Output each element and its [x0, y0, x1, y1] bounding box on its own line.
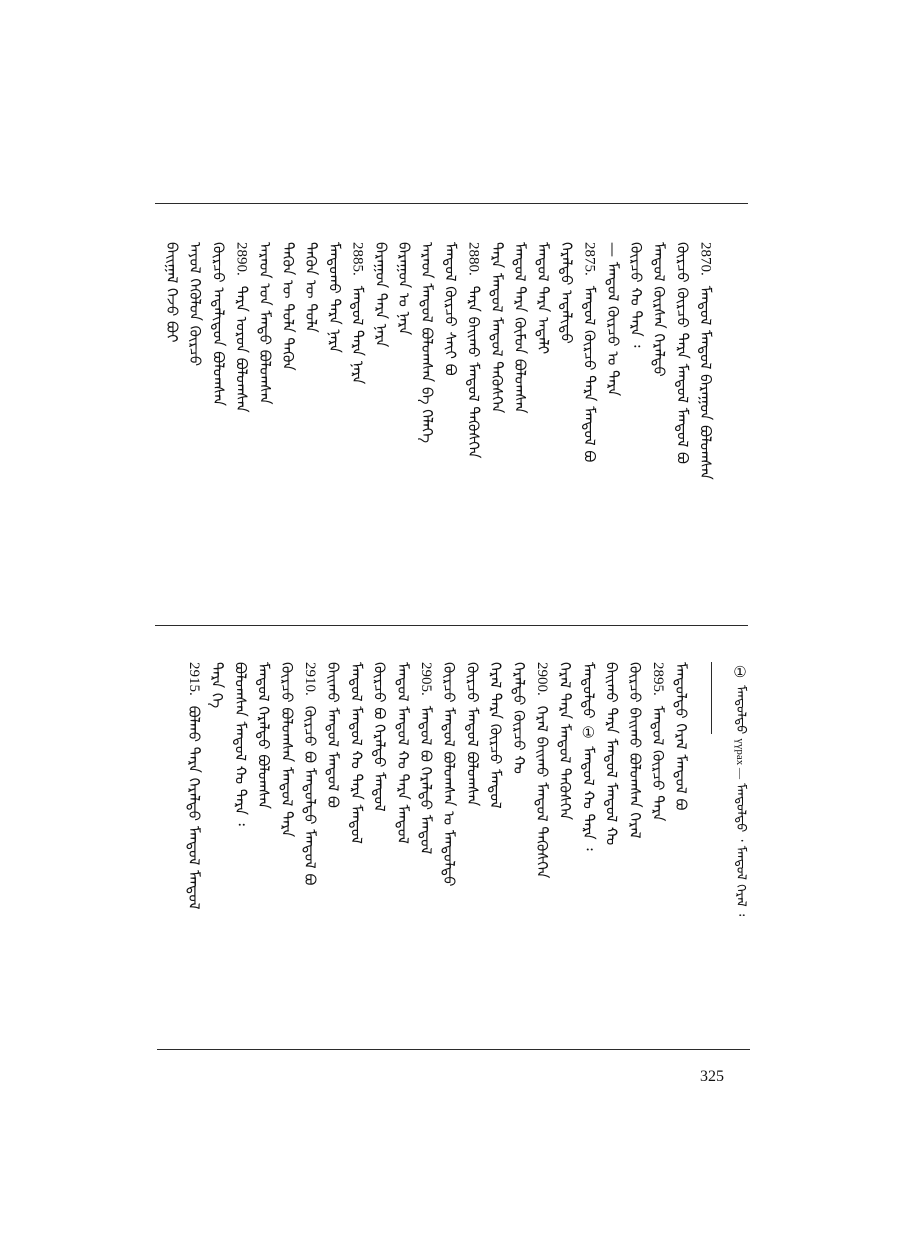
- footnote-word: ᠮᠠᠨᠳᠤᠯᠲᠤ: [733, 685, 748, 735]
- verse-column: [578, 242, 602, 462]
- verse-column: [554, 242, 578, 344]
- verse-column: [600, 662, 624, 845]
- verse-column: [553, 662, 577, 820]
- verse-column: [321, 662, 345, 808]
- verse-text: ᠭᠡᠷᠡᠯ ᠲᠡᠷᠡ ᠮᠠᠨᠳᠤᠯ ᠲᠡᠭᠦᠰᠬᠡᠨ: [556, 662, 575, 820]
- verse-text: ᠭᠡᠷᠡᠯᠲᠦ ᠬᠦᠷᠴᠦ ᠬᠤ: [509, 662, 528, 774]
- verse-column: [647, 242, 671, 377]
- verse-text: ᠬᠦᠷᠴᠦ ᠬᠦᠷᠴᠦ ᠲᠡᠷᠡ ᠮᠠᠨᠳᠤᠯ ᠮᠠᠨᠳᠤᠯ ᠪᠤ: [673, 242, 692, 464]
- verse-text: ᠮᠠᠨᠳᠤᠯ ᠭᠡᠷᠡᠯᠲᠦ ᠪᠣᠯᠤᠭᠰᠠᠨ: [254, 662, 273, 810]
- verse-column: [670, 242, 694, 464]
- verse-column: [694, 242, 718, 480]
- verse-text: ᠠᠶᠤᠯ ᠬᠡᠭᠦᠯᠦᠨ ᠬᠦᠷᠴᠦ: [186, 242, 205, 367]
- verse-text: ᠬᠦᠷᠴᠦ ᠮᠠᠨᠳᠤᠯ ᠪᠣᠯᠤᠭᠰᠠᠨ: [463, 662, 482, 807]
- line-number: 2885.: [349, 242, 366, 276]
- verse-text: ᠲᠡᠷᠡ ᠪᠠᠢ᠌ᠬᠤ ᠮᠠᠨᠳᠤᠯ ᠲᠡᠭᠦᠰᠬᠡᠨ: [464, 285, 483, 459]
- verse-column: [415, 242, 439, 443]
- verse-text: ᠲᠡᠷᠡ ᠣᠷᠣᠨ ᠪᠣᠯᠤᠭᠰᠠᠨ: [232, 285, 251, 413]
- verse-text: ᠮᠠᠨᠳᠤᠯ ᠲᠡᠷᠡ ᠠᠳᠠᠯᠢ: [534, 242, 553, 355]
- verse-text: ᠮᠠᠨᠳᠤᠯ ᠮᠠᠨᠳᠤᠯ ᠬᠤ ᠲᠡᠷᠡ ᠮᠠᠨᠳᠤᠯ: [347, 662, 366, 844]
- line-number: 2870.: [697, 242, 714, 276]
- verse-text: ᠬᠦᠷᠴᠦ ᠪᠣᠯᠤᠭᠰᠠᠨ ᠮᠠᠨᠳᠤᠯ ᠲᠡᠷᠡ: [277, 662, 296, 838]
- verse-column: [344, 662, 368, 844]
- line-number: 2900.: [534, 662, 550, 696]
- page-number: 325: [700, 1068, 724, 1085]
- verse-text: ᠮᠠᠨᠳᠤᠬᠤ ᠲᠡᠷᠡ ᠨᠠᠷᠠ: [325, 242, 344, 353]
- verse-column: [160, 242, 184, 343]
- verse-text: ᠬᠦᠷᠴᠦ ᠪᠤ ᠮᠠᠨᠳᠤᠯᠲᠤ ᠮᠠᠨᠳᠤᠯ ᠪᠤ: [301, 705, 319, 886]
- verse-text: ᠬᠦᠷᠴᠦ ᠪᠠᠢ᠌ᠬᠤ ᠪᠣᠯᠤᠭᠰᠠᠨ ᠭᠡᠷᠡᠯ: [625, 662, 644, 839]
- verse-column: [438, 242, 462, 376]
- verse-text: ᠬᠦᠷᠴᠦ ᠮᠠᠨᠳᠤᠯ ᠪᠣᠯᠤᠭᠰᠠᠨ ᠤ ᠮᠠᠨᠳᠤᠯᠲᠤ: [440, 662, 459, 887]
- verse-text: ᠪᠣᠯᠬᠤ ᠲᠡᠷᠡ ᠭᠡᠷᠡᠯᠲᠦ ᠮᠠᠨᠳᠤᠯ ᠮᠠᠨᠳᠤᠯ: [185, 705, 203, 910]
- verse-text: ᠲᠡᠷᠡ ᠭᠡ: [208, 662, 227, 709]
- verse-column: [507, 662, 531, 774]
- verse-text: ᠪᠠᠷᠠᠭᠤᠨ ᠲᠡᠷᠡ ᠨᠠᠷᠠ: [371, 242, 390, 348]
- footnote: [726, 663, 754, 916]
- verse-column: [322, 242, 346, 353]
- verse-column: [392, 242, 416, 335]
- verse-column: [206, 242, 230, 406]
- verse-column: [623, 662, 647, 839]
- verse-column: [437, 662, 461, 886]
- verse-column: [275, 662, 299, 837]
- verse-column: [253, 242, 277, 405]
- verse-column: [601, 242, 625, 396]
- verse-column: [414, 662, 438, 854]
- verse-column: [228, 662, 252, 826]
- bottom-rule: [157, 1049, 750, 1050]
- verse-column: [460, 662, 484, 806]
- verse-column: [531, 242, 555, 354]
- verse-column: [624, 242, 648, 348]
- verse-column: [299, 242, 323, 333]
- verse-text: ᠮᠠᠨᠳᠤᠯ ᠮᠠᠨᠳᠤᠯ ᠬᠤ ᠲᠡᠷᠡ ᠮᠠᠨᠳᠤᠯ: [393, 662, 412, 844]
- verse-text: ᠬᠦᠷᠴᠦ ᠪᠤ ᠭᠡᠷᠡᠯᠲᠦ ᠮᠠᠨᠳᠤᠯ: [370, 662, 389, 812]
- verse-text: — ᠮᠠᠨᠳᠤᠯ ᠬᠦᠷᠴᠦ ᠤ ᠲᠡᠷᠡ: [603, 242, 622, 397]
- verse-text: ᠪᠣᠯᠤᠭᠰᠠᠨ ᠮᠠᠨᠳᠤᠯ ᠬᠤ ᠲᠡᠷᠡ ᠄: [231, 662, 250, 826]
- verse-text: ᠲᠡᠭᠦᠨ ᠦ ᠲᠤᠯᠠ: [302, 242, 321, 333]
- verse-text: ᠮᠠᠨᠳᠤᠯ ᠬᠦᠷᠴᠦ ᠰᠠᠶ᠋ᠢ ᠪᠤ: [441, 242, 460, 376]
- verse-column: [530, 662, 554, 878]
- line-number: 2910.: [302, 662, 318, 696]
- verse-column: [485, 242, 509, 413]
- verse-text: ᠬᠦᠷᠴᠦ ᠠᠳᠠᠯᠢᠳᠤᠨ ᠪᠣᠯᠤᠭᠰᠠᠨ: [209, 242, 228, 406]
- verse-column: [368, 662, 392, 812]
- line-number: 2890.: [233, 242, 250, 276]
- verse-text: ᠮᠠᠨᠳᠤᠯ ᠲᠡᠷᠡ ᠨᠠᠷᠠ: [348, 285, 367, 385]
- footnote-gloss: ᠮᠠᠨᠳᠤᠯᠲᠤ ᠂ ᠮᠠᠨᠳᠤᠯ ᠭᠡᠷᠡᠯ ᠄: [733, 783, 748, 917]
- verse-column: [183, 242, 207, 366]
- verse-text: ᠭᠡᠷᠡᠯ ᠲᠡᠷᠡ ᠬᠦᠷᠴᠦ ᠮᠠᠨᠳᠤᠯ: [486, 662, 505, 809]
- line-number: 2880.: [465, 242, 482, 276]
- verse-text: ᠠᠷᠠᠳ ᠤᠨ ᠮᠡᠨᠳᠦ ᠪᠣᠯᠤᠭᠰᠠᠨ: [255, 242, 274, 405]
- verse-text: ᠪᠠᠷᠠᠭᠤᠨ ᠤ ᠨᠠᠷᠠ: [395, 242, 413, 336]
- verse-column: [252, 662, 276, 809]
- verse-text: ᠲᠡᠷᠡ ᠮᠠᠨᠳᠤᠯ ᠮᠠᠨᠳᠤᠯ ᠲᠡᠭᠦᠰᠬᠡᠨ: [487, 242, 506, 414]
- line-number: 2875.: [581, 242, 598, 276]
- line-number: 2905.: [418, 662, 434, 696]
- verse-text: ᠪᠠᠢ᠌ᠬᠤ ᠮᠠᠨᠳᠤᠯ ᠮᠠᠨᠳᠤᠯ ᠪᠤ: [324, 662, 343, 808]
- verse-text: ᠮᠠᠨᠳᠤᠯ ᠲᠡᠷᠡ ᠬᠦᠮᠦᠨ ᠪᠣᠯᠤᠭᠰᠠᠨ: [511, 242, 529, 414]
- verse-column: [508, 242, 532, 414]
- verse-text: ᠲᠡᠭᠦᠨ ᠦ ᠲᠤᠯᠠ ᠲᠡᠭᠦᠨ: [279, 242, 297, 371]
- verse-text: ᠮᠠᠨᠳᠤᠯᠲᠤ ᠭᠡᠷᠡᠯ ᠮᠠᠨᠳᠤᠯ ᠪᠤ: [672, 662, 691, 811]
- verse-column: [391, 662, 415, 844]
- verse-column: [230, 242, 254, 413]
- verse-column: [484, 662, 508, 809]
- verse-text: ᠮᠠᠨᠳᠤᠯ ᠬᠦᠷᠴᠦ ᠲᠡᠷᠡ ᠮᠠᠨᠳᠤᠯ ᠪᠤ: [580, 285, 599, 463]
- verse-column: [182, 662, 206, 909]
- verse-text: ᠮᠠᠨᠳᠤᠯ ᠮᠠᠨᠳᠤᠯ ᠪᠠᠷᠠᠭᠤᠨ ᠪᠣᠯᠤᠭᠰᠠᠨ: [696, 285, 715, 480]
- verse-text: ᠮᠠᠨᠳᠤᠯ ᠬᠦᠷᠰᠡᠨ ᠭᠡᠷᠡᠯᠲᠦ: [650, 242, 669, 377]
- verse-column: [276, 242, 300, 371]
- verse-column: [298, 662, 322, 885]
- footnote-divider: [711, 662, 712, 734]
- verse-column: [646, 662, 670, 821]
- top-rule: [155, 203, 748, 204]
- verse-column: [669, 662, 693, 810]
- verse-text: ᠪᠠᠢ᠌ᠭᠠᠯ ᠭᠡᠵᠦ ᠪᠤᠢ: [163, 242, 181, 343]
- verse-column: [346, 242, 370, 384]
- verse-text: ᠮᠠᠨᠳᠤᠯᠲᠤ ① ᠮᠠᠨᠳᠤᠯ ᠬᠤ ᠲᠡᠷᠡ ᠄: [579, 662, 598, 851]
- verse-text: ᠭᠡᠷᠡᠯ ᠪᠠᠢ᠌ᠬᠤ ᠮᠠᠨᠳᠤᠯ ᠲᠡᠭᠦᠰᠬᠡᠨ: [533, 705, 551, 879]
- verse-text: ᠬᠦᠷᠴᠦ ᠬᠤ ᠲᠡᠷᠡ ᠄: [627, 242, 645, 348]
- verse-text: ᠮᠠᠨᠳᠤᠯ ᠪᠤ ᠭᠡᠷᠡᠯᠲᠦ ᠮᠠᠨᠳᠤᠯ: [417, 705, 435, 855]
- verse-text: ᠠᠷᠠᠳ ᠮᠠᠨᠳᠤᠯ ᠪᠣᠯᠤᠭᠰᠠᠨ ᠪᠠ ᠬᠡᠯᠡᠭᠡ: [418, 242, 437, 444]
- verse-text: ᠪᠠᠢ᠌ᠬᠤ ᠲᠡᠷᠡ ᠮᠠᠨᠳᠤᠯ ᠮᠠᠨᠳᠤᠯ ᠬᠤ: [602, 662, 621, 846]
- verse-column: [462, 242, 486, 458]
- verse-column: [369, 242, 393, 347]
- middle-rule: [155, 625, 748, 626]
- footnote-latin: үүрах —: [734, 738, 746, 780]
- line-number: 2895.: [650, 662, 666, 696]
- verse-text: ᠮᠠᠨᠳᠤᠯ ᠬᠦᠷᠴᠦ ᠲᠡᠷᠡ: [649, 705, 667, 822]
- line-number: 2915.: [186, 662, 202, 696]
- verse-column: [205, 662, 229, 708]
- verse-column: [576, 662, 600, 851]
- verse-text: ᠭᠡᠷᠡᠯᠲᠦ ᠠᠳᠠᠯᠢᠳᠤ: [557, 242, 576, 344]
- footnote-marker: ①: [731, 663, 749, 681]
